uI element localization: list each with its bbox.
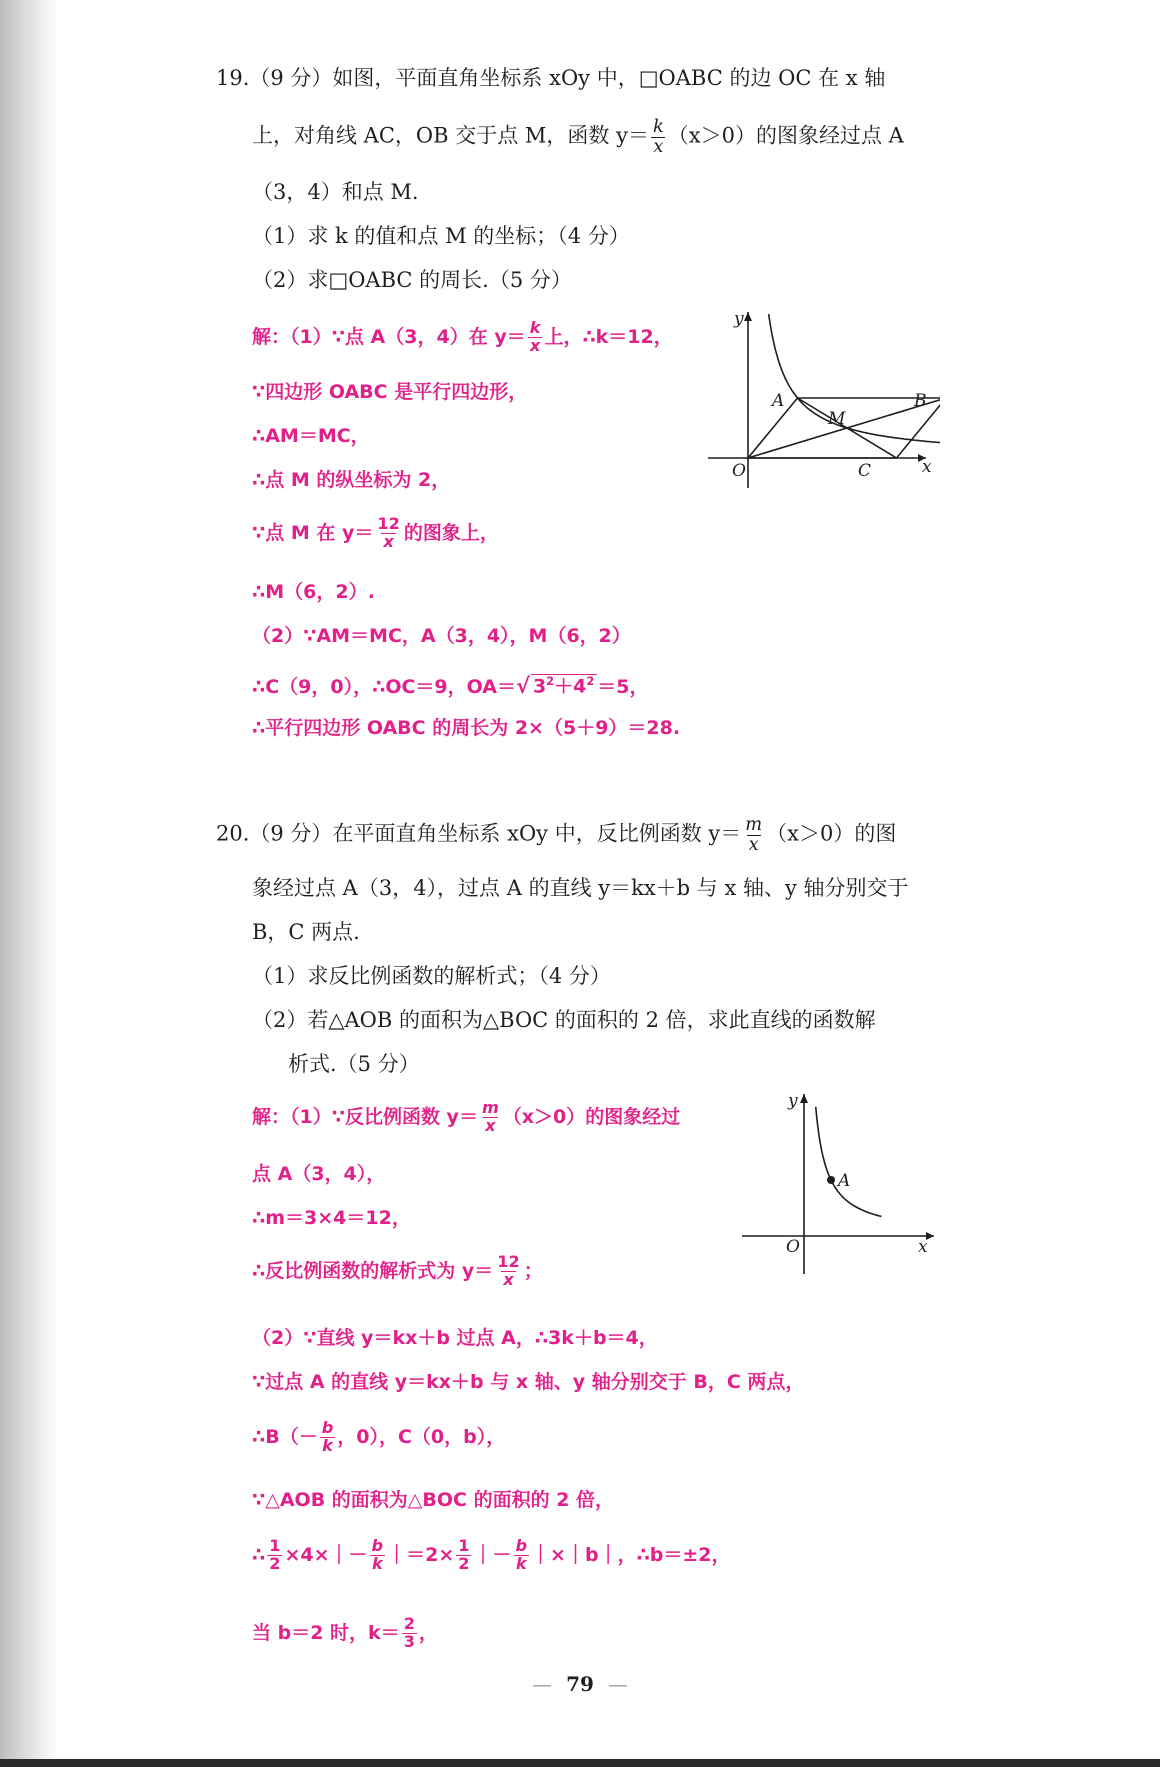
q20-stem-line2: 象经过点 A（3，4），过点 A 的直线 y＝kx＋b 与 x 轴、y 轴分别交于: [252, 876, 909, 900]
q19-sol-line9: ∴平行四边形 OABC 的周长为 2×（5＋9）＝28.: [252, 717, 681, 739]
q20-sol-line10: 当 b＝2 时，k＝ $\frac{2}{3}$ ，: [252, 1614, 438, 1651]
y-axis-arrow: [800, 1094, 808, 1103]
q20-sol-line7: ∴B（－ $\frac{b}{k}$ ，0），C（0，b），: [252, 1418, 506, 1455]
q19-sol-line7: （2）∵AM＝MC，A（3，4），M（6，2）: [252, 625, 631, 647]
q20-sol-line1: 解：（1）∵反比例函数 y＝ $\frac{m}{x}$ （x＞0）的图象经过: [252, 1098, 681, 1135]
q19-sol-line5: ∵点 M 在 y＝ $\frac{12}{x}$ 的图象上，: [252, 514, 499, 551]
diagonal-ac: [798, 398, 897, 458]
q20-hyperbola-figure: [738, 1090, 938, 1276]
label-o: O: [786, 1237, 800, 1257]
q19-stem-line2: 上，对角线 AC，OB 交于点 M，函数 y＝ $\frac{k}{x}$ （x＞0）的图象经过点 A: [252, 116, 904, 157]
q20-part1: （1）求反比例函数的解析式；（4 分）: [252, 964, 611, 988]
point-a: [827, 1176, 835, 1184]
q20-sol-line2: 点 A（3，4），: [252, 1163, 386, 1185]
q19-sol-line1: 解：（1）∵点 A（3，4）在 y＝ $\frac{k}{x}$ 上，∴k＝12，: [252, 318, 673, 355]
q19-sol-line2: ∵四边形 OABC 是平行四边形，: [252, 381, 528, 403]
q20-part2-line2: 析式.（5 分）: [288, 1052, 420, 1076]
page-number: — 79 —: [532, 1672, 628, 1696]
label-x: x: [922, 457, 932, 477]
page-edge-shadow: [0, 0, 58, 1767]
q20-sol-line3: ∴m＝3×4＝12，: [252, 1207, 411, 1229]
q20-stem-line3: B，C 两点.: [252, 920, 360, 944]
square-root: √ $3^2+4^2$: [516, 674, 597, 698]
label-m: M: [828, 409, 846, 429]
q20-sol-line4: ∴反比例函数的解析式为 y＝ $\frac{12}{x}$ ；: [252, 1252, 543, 1289]
q20-sol-line8: ∵△AOB 的面积为△BOC 的面积的 2 倍，: [252, 1489, 615, 1511]
label-x: x: [918, 1237, 928, 1257]
q19-sol-line6: ∴M（6，2）.: [252, 581, 375, 603]
q20-sol-line5: （2）∵直线 y＝kx＋b 过点 A，∴3k＋b＝4，: [252, 1327, 658, 1349]
q19-sol-line4: ∴点 M 的纵坐标为 2，: [252, 469, 451, 491]
q19-part2: （2）求□OABC 的周长.（5 分）: [252, 268, 572, 292]
q19-parallelogram-figure: [700, 306, 940, 490]
label-y: y: [788, 1091, 798, 1111]
label-b: B: [914, 391, 927, 411]
q19-sol-line8: ∴C（9，0），∴OC＝9，OA＝ √ $3^2+4^2$ ＝5，: [252, 674, 649, 699]
hyperbola-curve: [816, 1107, 882, 1217]
q20-sol-line9: ∴ $\frac{1}{2}$ ×4×｜－ $\frac{b}{k}$ ｜＝2× $\frac{1}{2}$ ｜－ $\frac{b}{k}$ ｜×｜b｜，∴b＝±2，: [252, 1536, 731, 1573]
label-c: C: [858, 461, 872, 481]
q19-sol-line3: ∴AM＝MC，: [252, 425, 370, 447]
q20-sol-line6: ∵过点 A 的直线 y＝kx＋b 与 x 轴、y 轴分别交于 B，C 两点，: [252, 1371, 805, 1393]
label-a: A: [772, 391, 785, 411]
bottom-bar: [0, 1759, 1160, 1767]
label-a: A: [838, 1171, 851, 1191]
label-o: O: [732, 461, 746, 481]
label-y: y: [734, 309, 744, 329]
q19-part1: （1）求 k 的值和点 M 的坐标；（4 分）: [252, 224, 630, 248]
q20-stem-line1: 20.（9 分）在平面直角坐标系 xOy 中，反比例函数 y＝ $\frac{m}{x}$ （x＞0）的图: [216, 814, 897, 855]
q19-stem-line3: （3，4）和点 M.: [252, 180, 419, 204]
y-axis-arrow: [744, 312, 752, 321]
q19-stem-line1: 19.（9 分）如图，平面直角坐标系 xOy 中，□OABC 的边 OC 在 x 轴: [216, 66, 886, 90]
fraction: $\frac{k}{x}$: [652, 116, 664, 157]
q20-part2-line1: （2）若△AOB 的面积为△BOC 的面积的 2 倍，求此直线的函数解: [252, 1008, 876, 1032]
